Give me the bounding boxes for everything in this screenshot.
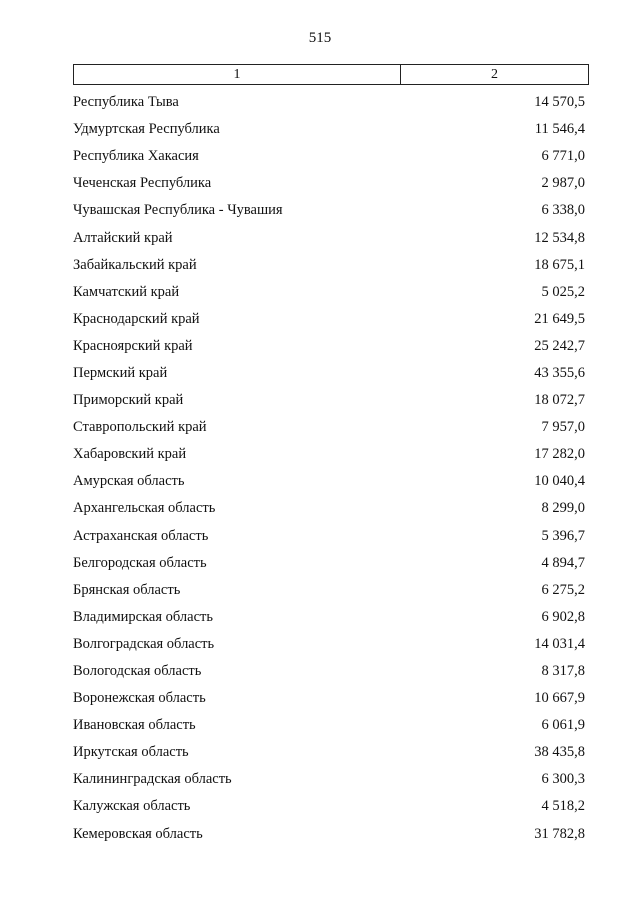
table-row	[73, 604, 585, 631]
region-value: 14 570,5	[534, 94, 585, 111]
region-value: 6 300,3	[541, 771, 585, 788]
region-value: 6 275,2	[541, 581, 585, 598]
region-name: Владимирская область	[73, 608, 213, 625]
region-name: Чувашская Республика - Чувашия	[73, 202, 283, 219]
region-value: 11 546,4	[534, 121, 585, 138]
table-row	[73, 793, 585, 820]
region-value: 17 282,0	[534, 446, 585, 463]
table-row	[73, 658, 585, 685]
table-row	[73, 279, 585, 306]
region-value: 6 771,0	[541, 148, 585, 165]
table-row	[73, 89, 585, 116]
region-value: 14 031,4	[534, 635, 585, 652]
table-row	[73, 387, 585, 414]
region-value: 38 435,8	[534, 744, 585, 761]
region-name: Архангельская область	[73, 500, 216, 517]
table-row	[73, 495, 585, 522]
region-name: Красноярский край	[73, 337, 193, 354]
region-value: 25 242,7	[534, 337, 585, 354]
region-value: 5 025,2	[541, 283, 585, 300]
region-name: Амурская область	[73, 473, 185, 490]
region-value: 10 040,4	[534, 473, 585, 490]
region-name: Кемеровская область	[73, 825, 203, 842]
region-name: Республика Тыва	[73, 94, 179, 111]
region-name: Иркутская область	[73, 744, 189, 761]
page-number: 515	[308, 30, 332, 46]
region-name: Воронежская область	[73, 690, 206, 707]
region-value: 31 782,8	[534, 825, 585, 842]
table-row	[73, 143, 585, 170]
region-name: Калужская область	[73, 798, 191, 815]
region-name: Вологодская область	[73, 663, 202, 680]
region-value: 10 667,9	[534, 690, 585, 707]
region-name: Хабаровский край	[73, 446, 187, 463]
region-value: 6 902,8	[541, 608, 585, 625]
region-value: 8 299,0	[541, 500, 585, 517]
region-value: 8 317,8	[541, 663, 585, 680]
table-row	[73, 739, 585, 766]
table-row	[73, 197, 585, 224]
column-header-1: 1	[74, 65, 401, 84]
table-row	[73, 468, 585, 495]
region-value: 2 987,0	[541, 175, 585, 192]
region-name: Пермский край	[73, 364, 168, 381]
table-row	[73, 523, 585, 550]
region-name: Ивановская область	[73, 717, 196, 734]
region-value: 18 675,1	[534, 256, 585, 273]
region-value: 6 061,9	[541, 717, 585, 734]
table-row	[73, 333, 585, 360]
region-value: 21 649,5	[534, 310, 585, 327]
region-name: Забайкальский край	[73, 256, 197, 273]
table-row	[73, 116, 585, 143]
region-name: Чеченская Республика	[73, 175, 212, 192]
region-value: 5 396,7	[541, 527, 585, 544]
table-row	[73, 685, 585, 712]
table-row	[73, 821, 585, 848]
region-name: Волгоградская область	[73, 635, 215, 652]
region-name: Астраханская область	[73, 527, 209, 544]
table-body	[73, 89, 585, 848]
table-row	[73, 550, 585, 577]
table-row	[73, 577, 585, 604]
table-header	[73, 64, 589, 85]
region-value: 7 957,0	[541, 419, 585, 436]
region-name: Брянская область	[73, 581, 181, 598]
region-name: Белгородская область	[73, 554, 207, 571]
region-value: 4 518,2	[541, 798, 585, 815]
table-row	[73, 631, 585, 658]
region-name: Краснодарский край	[73, 310, 200, 327]
region-name: Ставропольский край	[73, 419, 207, 436]
table-row	[73, 712, 585, 739]
region-value: 43 355,6	[534, 364, 585, 381]
region-name: Приморский край	[73, 392, 184, 409]
table-row	[73, 224, 585, 251]
region-value: 18 072,7	[534, 392, 585, 409]
table-row	[73, 170, 585, 197]
region-value: 12 534,8	[534, 229, 585, 246]
region-name: Алтайский край	[73, 229, 173, 246]
table-row	[73, 766, 585, 793]
table-row	[73, 414, 585, 441]
region-name: Удмуртская Республика	[73, 121, 220, 138]
region-value: 6 338,0	[541, 202, 585, 219]
region-name: Калининградская область	[73, 771, 232, 788]
region-name: Камчатский край	[73, 283, 180, 300]
column-header-2: 2	[491, 67, 498, 82]
table-row	[73, 306, 585, 333]
table-row	[73, 441, 585, 468]
table-row	[73, 252, 585, 279]
region-value: 4 894,7	[541, 554, 585, 571]
table-row	[73, 360, 585, 387]
region-name: Республика Хакасия	[73, 148, 199, 165]
